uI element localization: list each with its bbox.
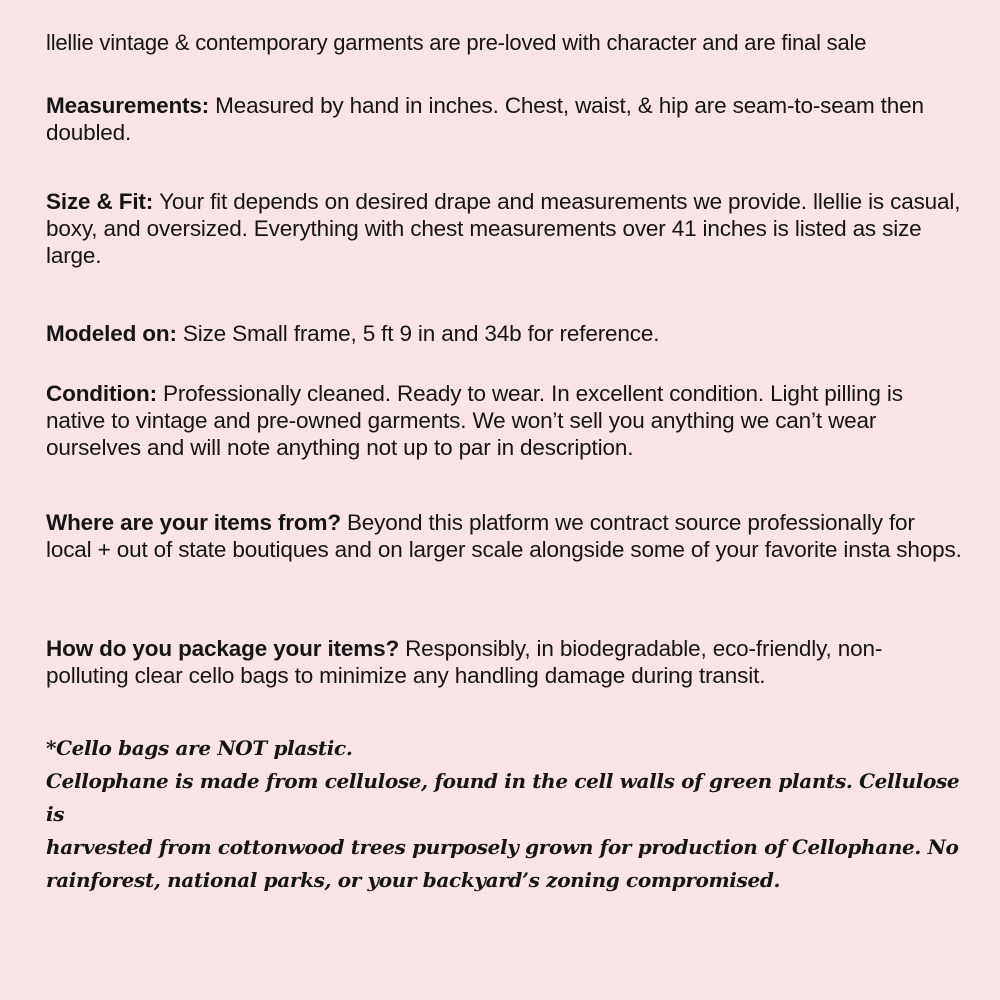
- modeled-on-text: Size Small frame, 5 ft 9 in and 34b for reference.: [182, 321, 660, 346]
- cellophane-note: [46, 732, 966, 897]
- cellophane-note-line: harvested from cottonwood trees purposely grown for production of Cellophane. No: [46, 835, 959, 859]
- size-fit-section: [46, 188, 964, 269]
- measurements-text: Measured by hand in inches. Chest, waist, & hip are seam-to-seam then doubled.: [46, 93, 924, 145]
- item-source-label: Where are your items from?: [46, 510, 341, 535]
- cellophane-note-line: rainforest, national parks, or your backyard’s zoning compromised.: [46, 868, 781, 892]
- condition-section: [46, 380, 964, 461]
- final-sale-notice: llellie vintage & contemporary garments are pre-loved with character and are final sale: [46, 30, 867, 55]
- cellophane-note-line: Cellophane is made from cellulose, found in the cell walls of green plants. Cellulose is: [46, 769, 960, 826]
- packaging-section: [46, 635, 964, 689]
- packaging-text: Responsibly, in biodegradable, eco-friendly, non-polluting clear cello bags to minimize any handling damage during transit.: [46, 636, 883, 688]
- cello-bag-disclaimer: *Cello bags are NOT plastic.: [46, 736, 353, 760]
- measurements-section: [46, 92, 964, 146]
- packaging-label: How do you package your items?: [46, 636, 400, 661]
- measurements-label: Measurements:: [46, 93, 210, 118]
- size-fit-label: Size & Fit:: [46, 189, 154, 214]
- modeled-on-section: [46, 320, 964, 347]
- condition-label: Condition:: [46, 381, 157, 406]
- modeled-on-label: Modeled on:: [46, 321, 177, 346]
- condition-text: Professionally cleaned. Ready to wear. In excellent condition. Light pilling is native to vintage and pre-owned garments. We won’t sell you anything we can’t wear ourselves and will note anything not up to par in description.: [46, 381, 903, 460]
- item-source-section: [46, 509, 964, 563]
- item-source-text: Beyond this platform we contract source professionally for local + out of state boutiques and on larger scale alongside some of your favorite insta shops.: [46, 510, 962, 562]
- size-fit-text: Your fit depends on desired drape and measurements we provide. llellie is casual, boxy, and oversized. Everything with chest measurements over 41 inches is listed as size large.: [46, 189, 961, 268]
